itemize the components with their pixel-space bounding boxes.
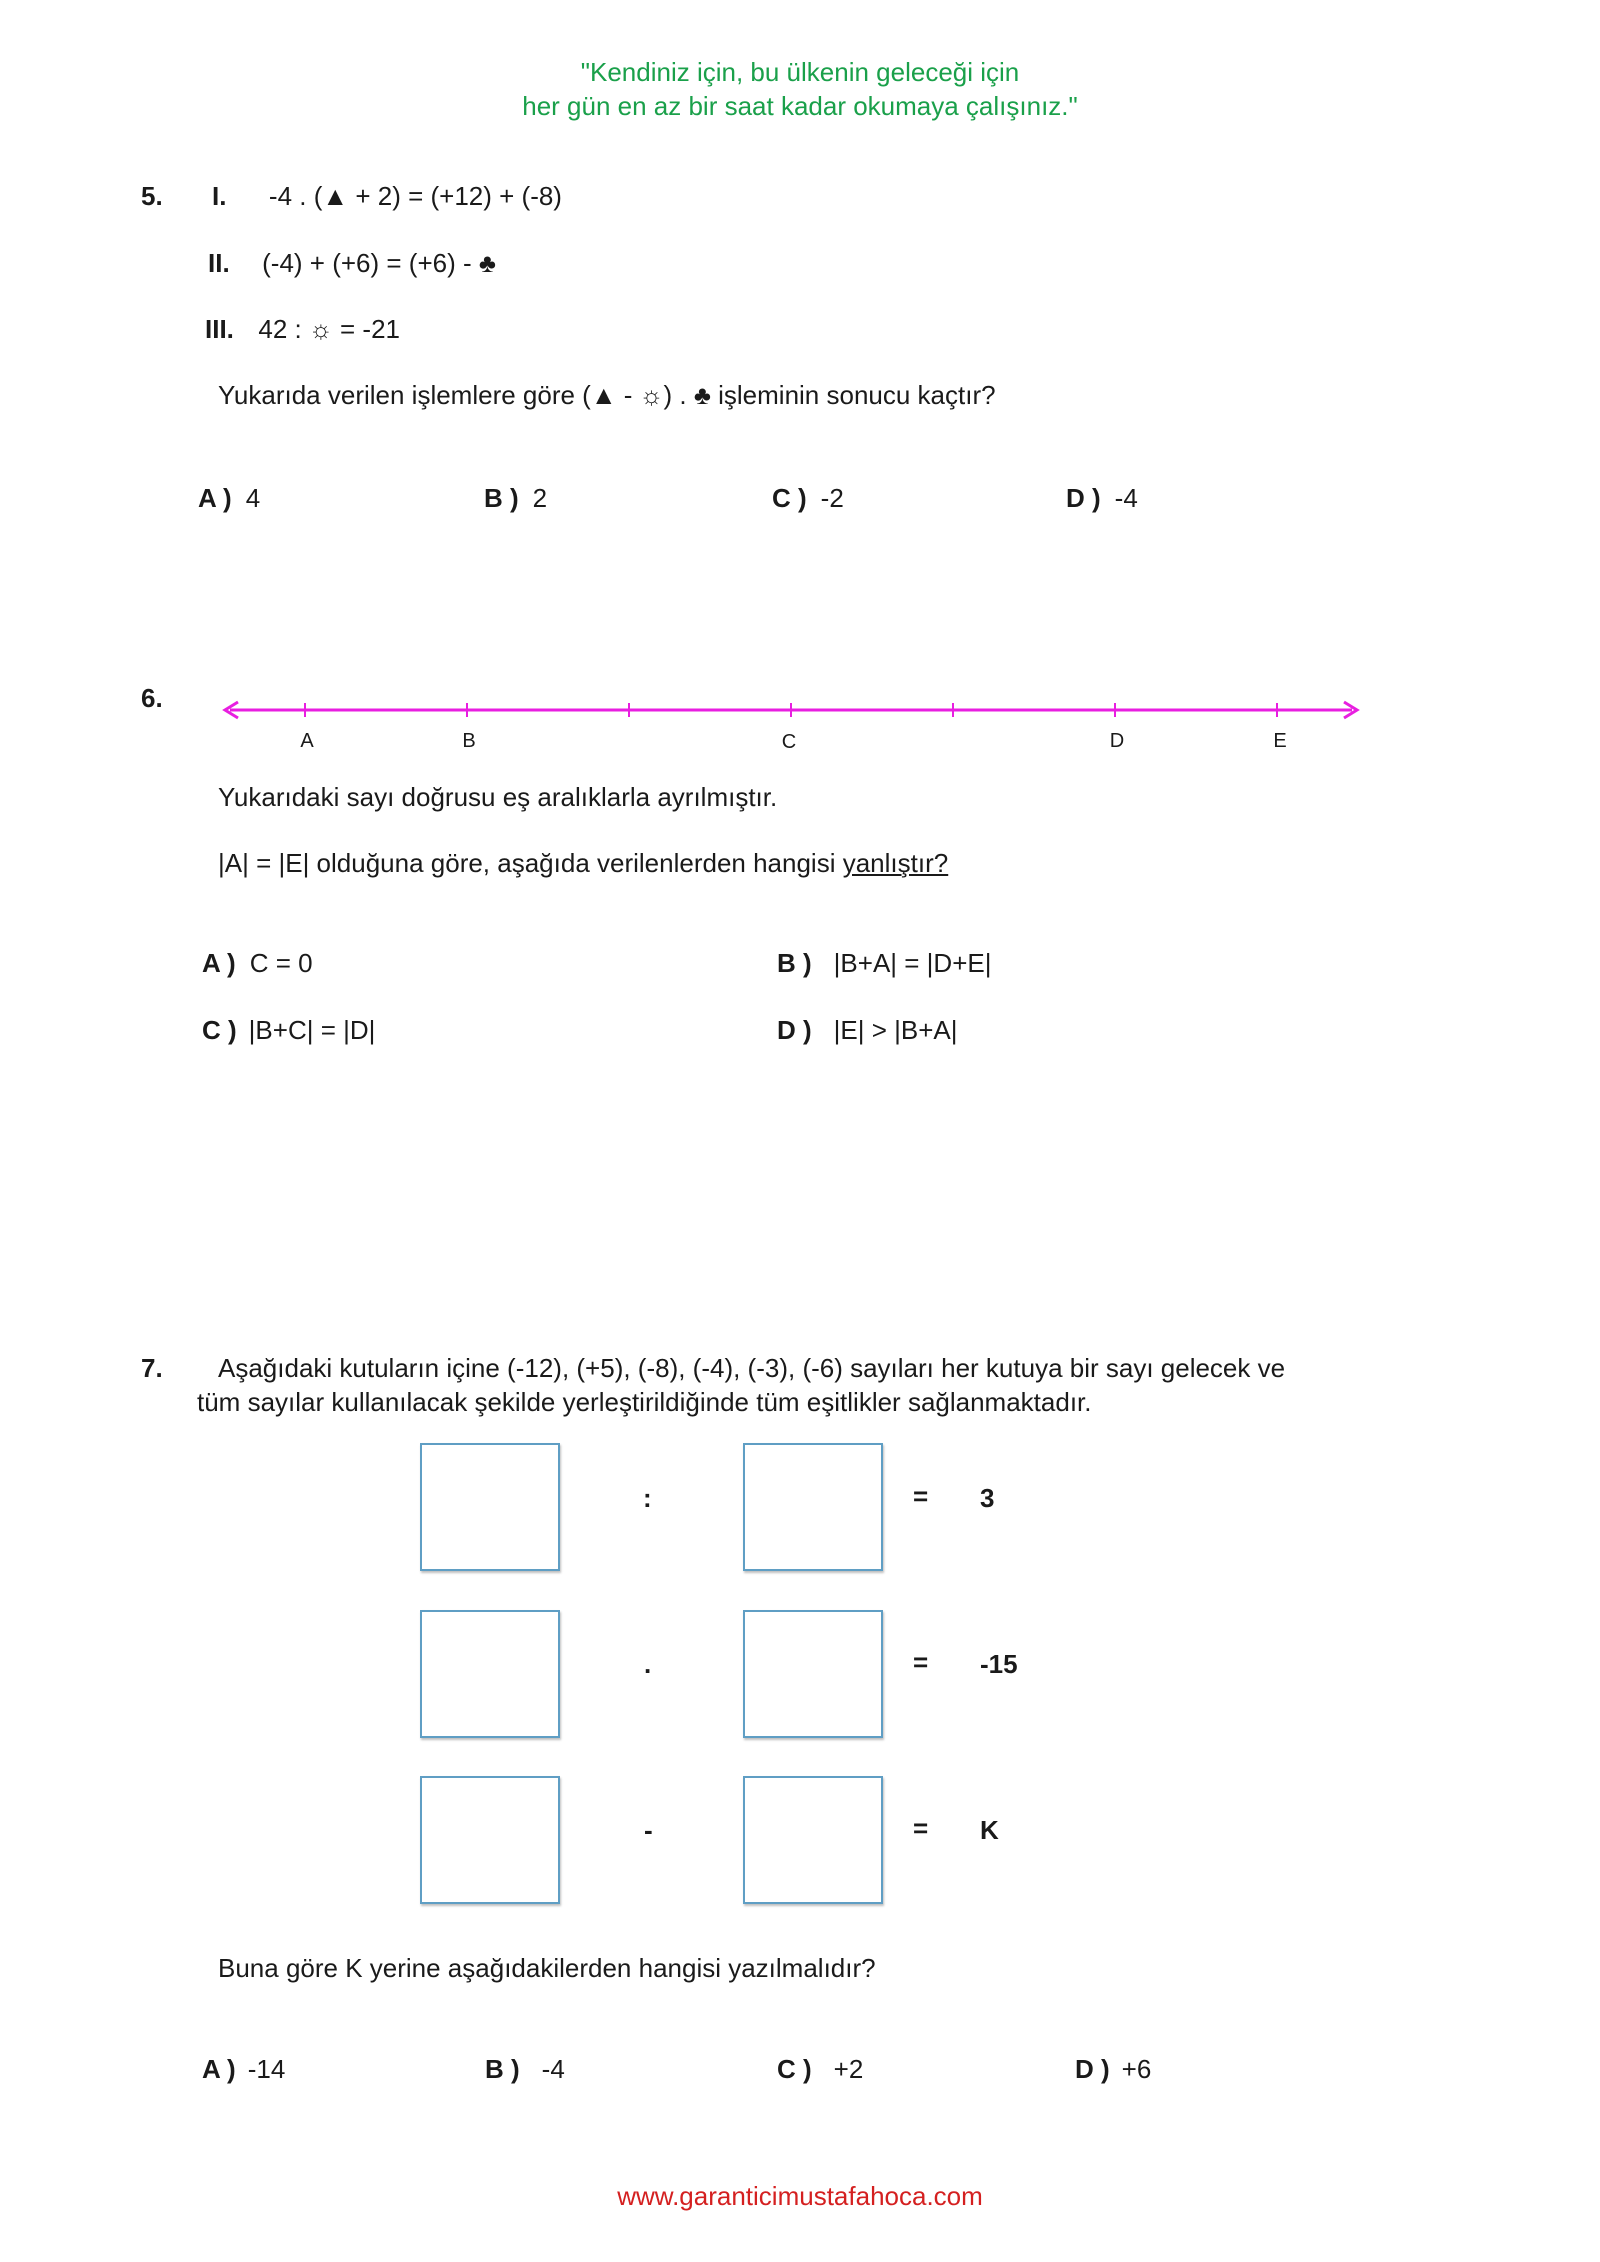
q7-option-a[interactable] xyxy=(202,2054,285,2085)
q5-item-1 xyxy=(212,181,562,212)
question-7-number: 7. xyxy=(141,1353,163,1383)
answer-box-row1-right[interactable] xyxy=(743,1443,883,1571)
footer-url-link[interactable]: www.garanticimustafahoca.com xyxy=(617,2181,983,2211)
header-quote-line1: "Kendiniz için, bu ülkenin geleceği için xyxy=(580,57,1020,87)
number-line-label-c: C xyxy=(781,731,797,753)
q5-item-3-expr: 42 : ☼ = -21 xyxy=(258,314,401,344)
q5-option-b-label: B ) xyxy=(484,483,519,513)
q6-option-b[interactable] xyxy=(777,948,992,979)
question-6-number: 6. xyxy=(141,683,163,713)
q5-item-2-expr: (-4) + (+6) = (+6) - ♣ xyxy=(262,248,496,278)
q6-option-a-value: C = 0 xyxy=(249,948,313,978)
q6-option-c-label: C ) xyxy=(202,1015,237,1045)
q5-item-1-roman: I. xyxy=(212,181,227,211)
q5-option-d-label: D ) xyxy=(1066,483,1101,513)
answer-box-row3-left[interactable] xyxy=(420,1776,560,1904)
answer-box-row2-right[interactable] xyxy=(743,1610,883,1738)
q7-option-b-label: B ) xyxy=(485,2054,520,2084)
q6-question-text: |A| = |E| olduğuna göre, aşağıda verilenlerden hangisi xyxy=(218,848,843,878)
q7-option-d-value: +6 xyxy=(1121,2054,1152,2084)
q7-option-d[interactable] xyxy=(1075,2054,1151,2085)
header-quote-line2: her gün en az bir saat kadar okumaya çalışınız." xyxy=(522,91,1078,121)
q7-option-b[interactable] xyxy=(485,2054,565,2085)
row1-operator: : xyxy=(643,1483,652,1513)
q5-option-c-value: -2 xyxy=(820,483,844,513)
q5-item-3 xyxy=(205,314,400,345)
row2-operator: . xyxy=(644,1649,652,1679)
row3-equals: = xyxy=(913,1813,929,1843)
q5-option-c-label: C ) xyxy=(772,483,807,513)
q5-item-1-expr: -4 . (▲ + 2) = (+12) + (-8) xyxy=(268,181,562,211)
answer-box-row1-left[interactable] xyxy=(420,1443,560,1571)
q6-option-d-value: |E| > |B+A| xyxy=(833,1015,958,1045)
row3-operator: - xyxy=(644,1815,653,1845)
q5-option-a[interactable] xyxy=(198,483,260,514)
q6-option-d-label: D ) xyxy=(777,1015,812,1045)
question-5-number: 5. xyxy=(141,181,163,211)
q6-statement: Yukarıdaki sayı doğrusu eş aralıklarla ayrılmıştır. xyxy=(218,782,778,812)
q6-option-b-label: B ) xyxy=(777,948,812,978)
q5-option-a-value: 4 xyxy=(245,483,261,513)
q7-option-c-label: C ) xyxy=(777,2054,812,2084)
q7-intro-line2: tüm sayılar kullanılacak şekilde yerleştirildiğinde tüm eşitlikler sağlanmaktadır. xyxy=(197,1387,1092,1417)
q7-intro-line1: Aşağıdaki kutuların içine (-12), (+5), (-8), (-4), (-3), (-6) sayıları her kutuya bir sayı gelecek ve xyxy=(218,1353,1286,1383)
q5-item-2 xyxy=(208,248,496,279)
row2-equals: = xyxy=(913,1647,929,1677)
q5-item-2-roman: II. xyxy=(208,248,230,278)
q6-option-b-value: |B+A| = |D+E| xyxy=(833,948,992,978)
number-line-label-e: E xyxy=(1273,730,1287,752)
q7-option-d-label: D ) xyxy=(1075,2054,1110,2084)
q6-question xyxy=(218,848,948,879)
row1-equals: = xyxy=(913,1481,929,1511)
row1-result: 3 xyxy=(980,1483,995,1513)
q7-question: Buna göre K yerine aşağıdakilerden hangisi yazılmalıdır? xyxy=(218,1953,876,1983)
q7-option-b-value: -4 xyxy=(541,2054,565,2084)
q6-option-d[interactable] xyxy=(777,1015,958,1046)
q5-question: Yukarıda verilen işlemlere göre (▲ - ☼) . ♣ işleminin sonucu kaçtır? xyxy=(218,380,996,410)
q5-option-c[interactable] xyxy=(772,483,844,514)
number-line-label-d: D xyxy=(1109,730,1125,752)
q5-option-a-label: A ) xyxy=(198,483,232,513)
q7-option-a-label: A ) xyxy=(202,2054,236,2084)
q6-option-c[interactable] xyxy=(202,1015,375,1046)
q7-option-c[interactable] xyxy=(777,2054,863,2085)
q5-option-b-value: 2 xyxy=(532,483,548,513)
q5-item-3-roman: III. xyxy=(205,314,234,344)
q6-option-c-value: |B+C| = |D| xyxy=(248,1015,376,1045)
row3-result: K xyxy=(980,1815,999,1845)
q5-option-d[interactable] xyxy=(1066,483,1138,514)
q5-option-b[interactable] xyxy=(484,483,547,514)
number-line xyxy=(0,690,1600,760)
row2-result: -15 xyxy=(980,1649,1018,1679)
answer-box-row2-left[interactable] xyxy=(420,1610,560,1738)
number-line-label-a: A xyxy=(300,730,314,752)
q6-option-a[interactable] xyxy=(202,948,313,979)
q7-option-a-value: -14 xyxy=(247,2054,286,2084)
q6-option-a-label: A ) xyxy=(202,948,236,978)
number-line-label-b: B xyxy=(462,730,476,752)
q6-question-emphasis: yanlıştır? xyxy=(842,848,949,878)
q5-option-d-value: -4 xyxy=(1114,483,1138,513)
q7-option-c-value: +2 xyxy=(833,2054,864,2084)
answer-box-row3-right[interactable] xyxy=(743,1776,883,1904)
